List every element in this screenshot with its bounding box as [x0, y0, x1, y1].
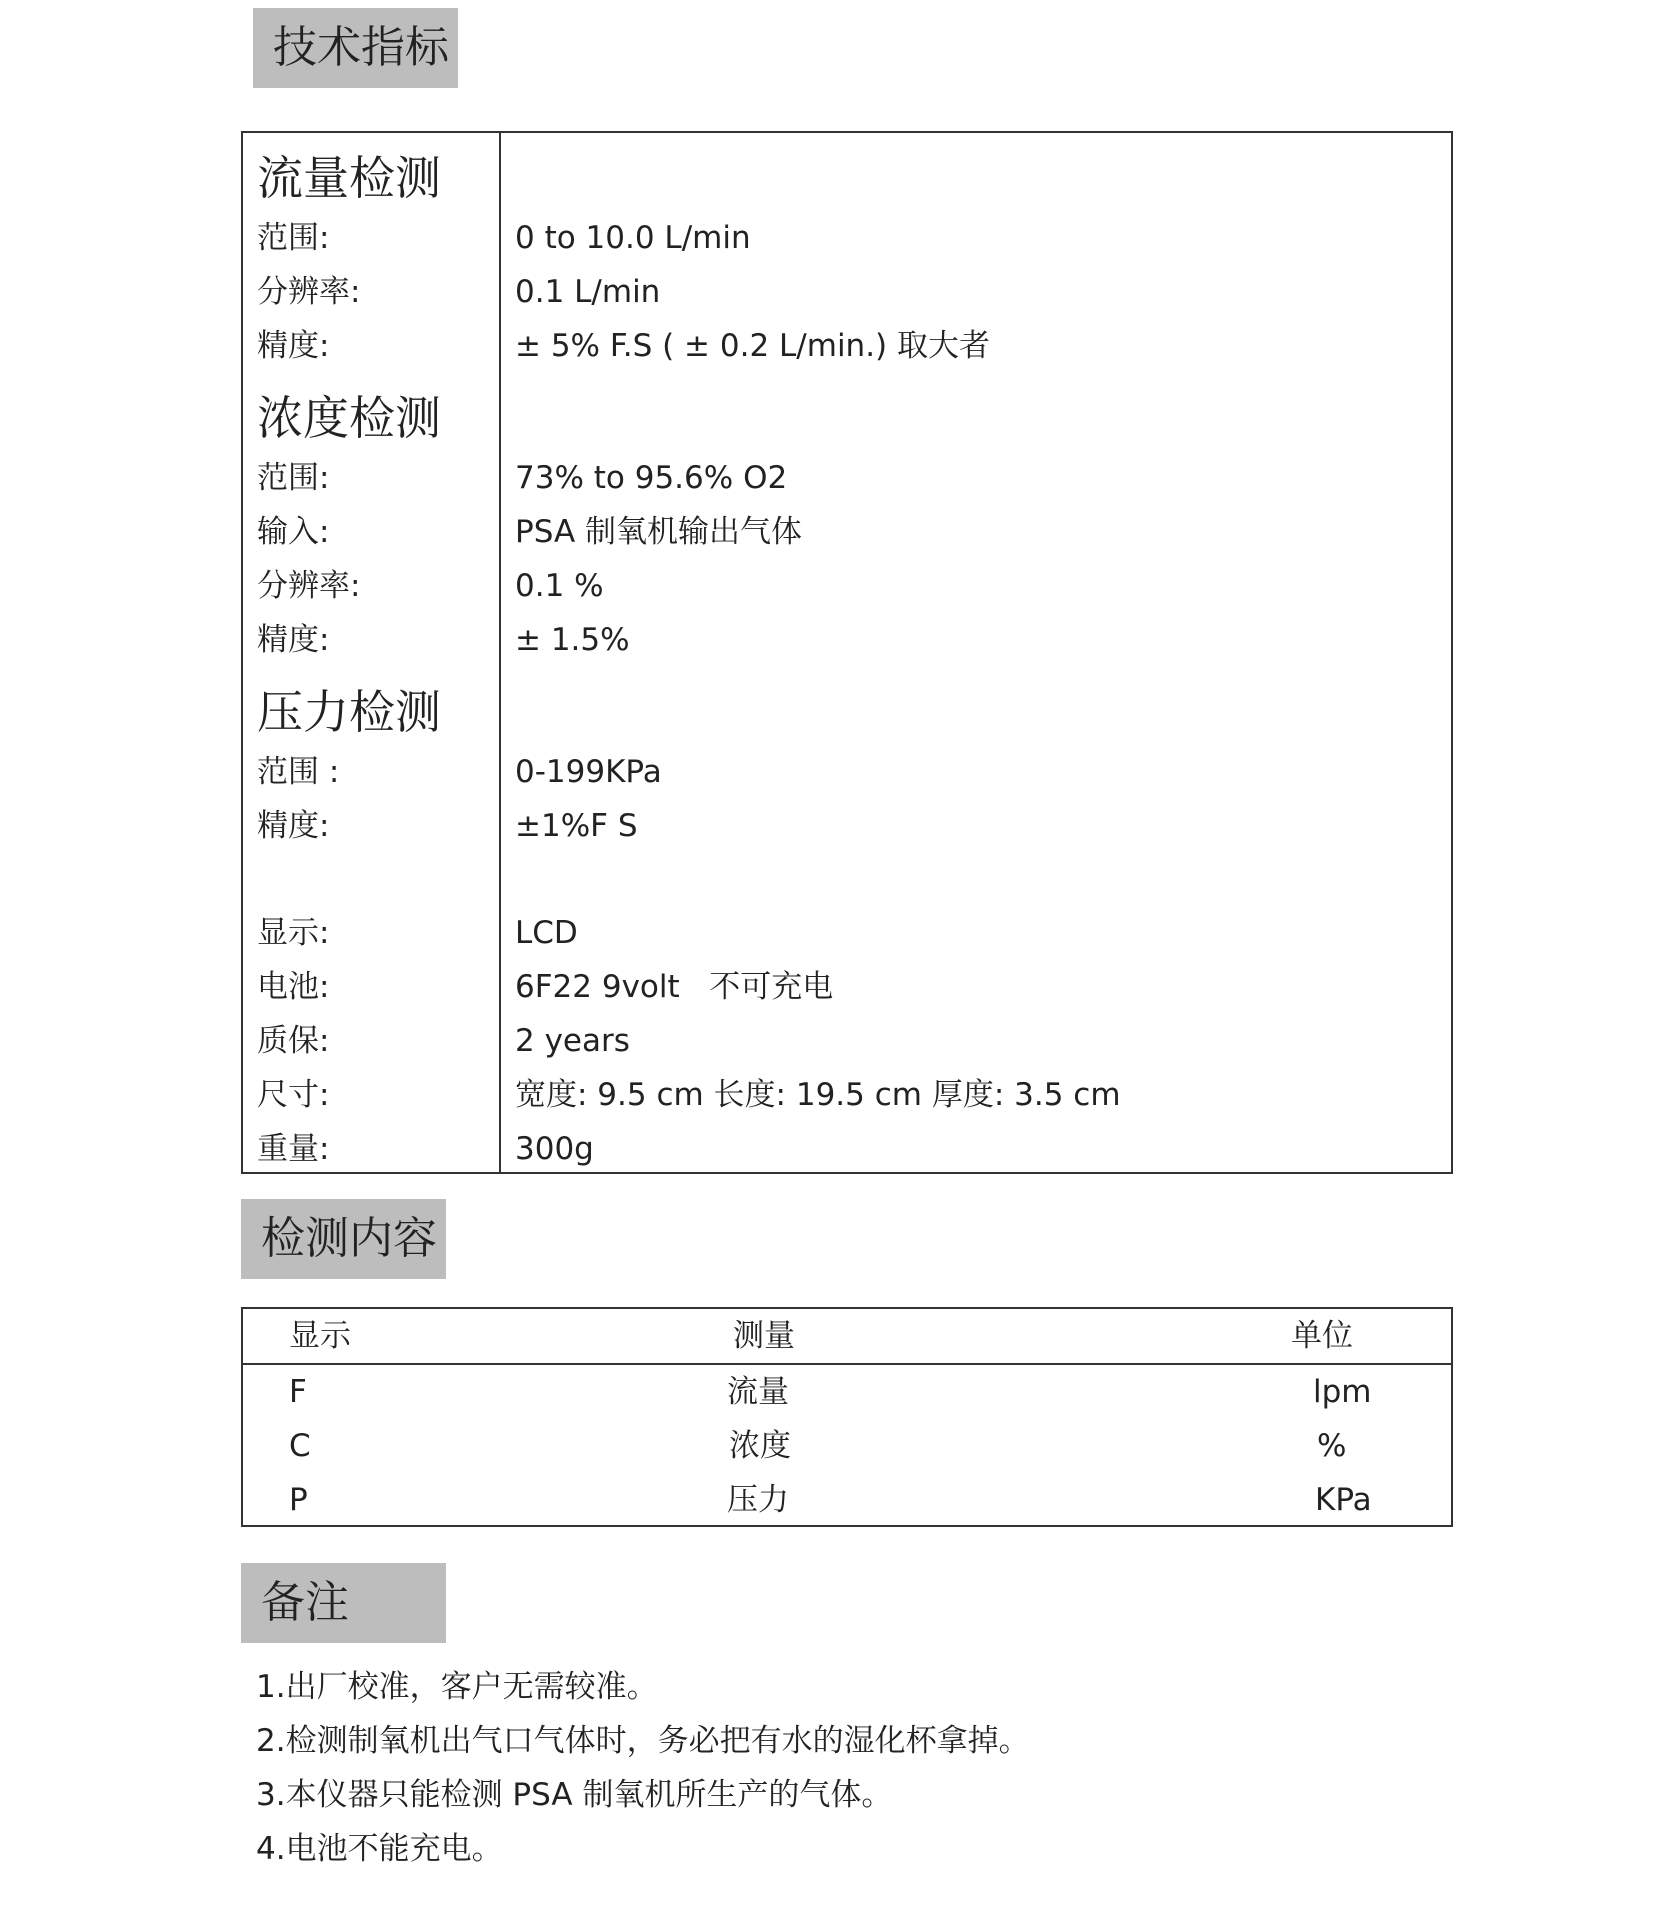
spec-label: 重量: [257, 1131, 330, 1167]
table-cell: % [1317, 1428, 1347, 1464]
spec-label: 质保: [257, 1023, 330, 1059]
table-cell: F [289, 1374, 307, 1410]
detect-header-measure: 测量 [733, 1318, 795, 1354]
spec-label: 分辨率: [257, 568, 361, 604]
detect-table-header-line [243, 1363, 1451, 1365]
spec-value: 0 to 10.0 L/min [515, 220, 751, 256]
note-item: 1.出厂校准，客户无需较准。 [256, 1669, 658, 1705]
section-title-spec: 技术指标 [253, 8, 458, 88]
spec-label: 尺寸: [257, 1077, 330, 1113]
spec-value: 0.1 L/min [515, 274, 661, 310]
spec-row [243, 451, 1451, 505]
spec-label: 范围: [257, 460, 330, 496]
spec-row [243, 1014, 1451, 1068]
spec-value: PSA 制氧机输出气体 [515, 514, 803, 550]
spec-row [243, 211, 1451, 265]
spec-value: 2 years [515, 1023, 630, 1059]
spec-row [243, 559, 1451, 613]
table-cell: C [289, 1428, 311, 1464]
spec-value: 6F22 9volt 不可充电 [515, 969, 834, 1005]
section-title-notes: 备注 [241, 1563, 446, 1643]
note-item: 3.本仪器只能检测 PSA 制氧机所生产的气体。 [256, 1777, 893, 1813]
table-cell: P [289, 1482, 308, 1518]
spec-value: LCD [515, 915, 578, 951]
spec-value: 73% to 95.6% O2 [515, 460, 788, 496]
spec-row [243, 960, 1451, 1014]
spec-row [243, 906, 1451, 960]
spec-label: 范围 : [257, 754, 340, 790]
spec-row [243, 1122, 1451, 1176]
table-cell: KPa [1315, 1482, 1372, 1518]
spec-row [243, 745, 1451, 799]
spec-row [243, 613, 1451, 667]
detect-header-display: 显示 [289, 1318, 351, 1354]
table-cell: lpm [1313, 1374, 1372, 1410]
spec-value: ± 1.5% [515, 622, 630, 658]
spec-label: 范围: [257, 220, 330, 256]
detect-header-unit: 单位 [1291, 1318, 1353, 1354]
concentration-heading: 浓度检测 [257, 391, 441, 445]
spec-value: 0.1 % [515, 568, 604, 604]
section-title-detect: 检测内容 [241, 1199, 446, 1279]
spec-row [243, 265, 1451, 319]
detect-table [241, 1307, 1453, 1527]
flow-heading: 流量检测 [257, 151, 441, 205]
spec-row [243, 505, 1451, 559]
spec-label: 精度: [257, 808, 330, 844]
note-item: 2.检测制氧机出气口气体时，务必把有水的湿化杯拿掉。 [256, 1723, 1030, 1759]
table-cell: 压力 [727, 1482, 789, 1518]
spec-label: 输入: [257, 514, 330, 550]
spec-table [241, 131, 1453, 1174]
spec-row [243, 799, 1451, 853]
spec-row [243, 319, 1451, 373]
spec-label: 电池: [257, 969, 330, 1005]
pressure-heading: 压力检测 [257, 685, 441, 739]
note-item: 4.电池不能充电。 [256, 1831, 503, 1867]
spec-value: 300g [515, 1131, 594, 1167]
spec-label: 精度: [257, 622, 330, 658]
table-cell: 浓度 [729, 1428, 791, 1464]
spec-value: ±1%F S [515, 808, 638, 844]
spec-value: 0-199KPa [515, 754, 662, 790]
spec-value: ± 5% F.S ( ± 0.2 L/min.) 取大者 [515, 328, 991, 364]
spec-row [243, 1068, 1451, 1122]
spec-label: 分辨率: [257, 274, 361, 310]
spec-label: 显示: [257, 915, 330, 951]
table-cell: 流量 [727, 1374, 789, 1410]
spec-label: 精度: [257, 328, 330, 364]
spec-value: 宽度: 9.5 cm 长度: 19.5 cm 厚度: 3.5 cm [515, 1077, 1121, 1113]
